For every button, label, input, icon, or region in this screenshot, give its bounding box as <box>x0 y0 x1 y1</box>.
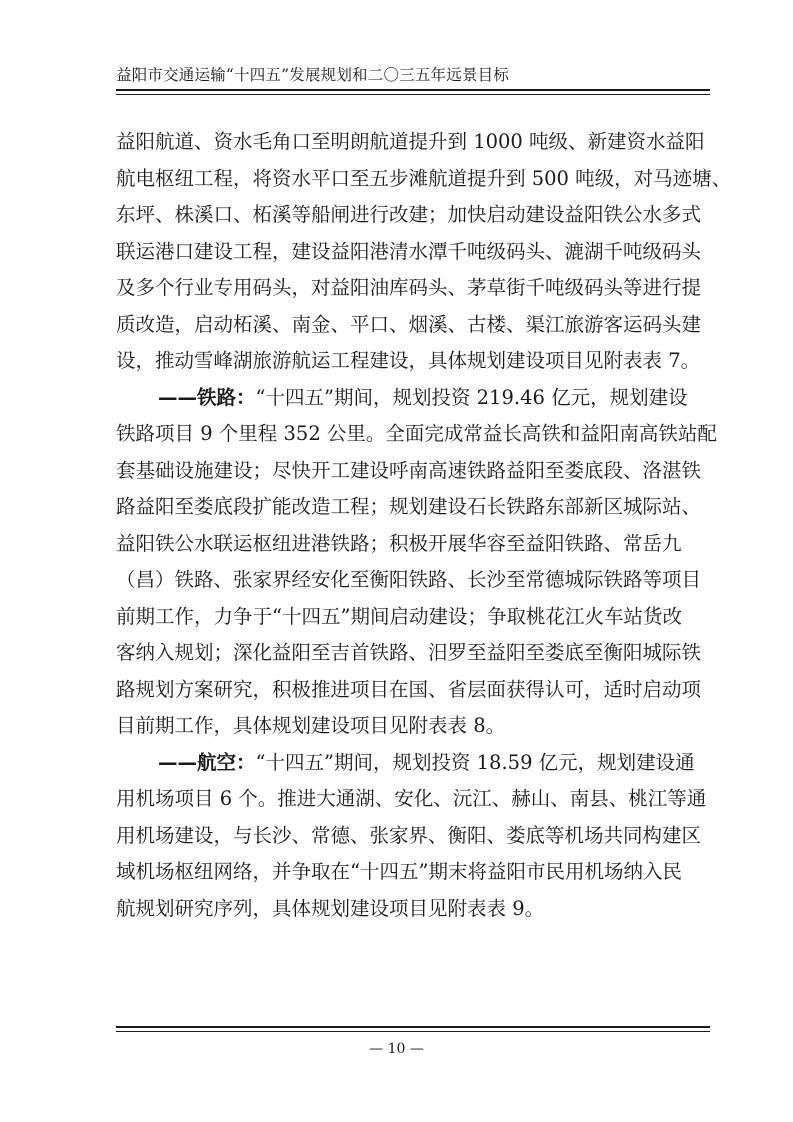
aviation-line: 域机场枢纽网络，并争取在“十四五”期末将益阳市民用机场纳入民 <box>116 860 682 883</box>
aviation-line: 用机场项目 6 个。推进大通湖、安化、沅江、赫山、南县、桃江等通 <box>116 787 707 810</box>
body-line: 联运港口建设工程，建设益阳港清水潭千吨级码头、漉湖千吨级码头 <box>116 239 702 263</box>
aviation-paragraph-first-line <box>116 745 716 782</box>
body-line: 设，推动雪峰湖旅游航运工程建设，具体规划建设项目见附表表 7。 <box>116 349 701 372</box>
railway-line: 益阳铁公水联运枢纽进港铁路；积极开展华容至益阳铁路、常岳九 <box>116 531 682 555</box>
railway-line: 铁路项目 9 个里程 352 公里。全面完成常益长高铁和益阳南高铁站配 <box>116 422 717 445</box>
body-line: 质改造，启动柘溪、南金、平口、烟溪、古楼、渠江旅游客运码头建 <box>116 312 702 336</box>
railway-line: 客纳入规划；深化益阳至吉首铁路、汨罗至益阳至娄底至衡阳城际铁 <box>116 641 702 664</box>
aviation-line: 用机场建设，与长沙、常德、张家界、衡阳、娄底等机场共同构建区 <box>116 823 702 847</box>
railway-line: （昌）铁路、张家界经安化至衡阳铁路、长沙至常德城际铁路等项目 <box>116 568 702 591</box>
body-line: 及多个行业专用码头，对益阳油库码头、茅草街千吨级码头等进行提 <box>116 276 702 299</box>
footer-rule-thick <box>116 1026 710 1028</box>
body-line: 航电枢纽工程，将资水平口至五步滩航道提升到 500 吨级，对马迹塘、 <box>116 166 732 190</box>
aviation-line: 航规划研究序列，具体规划建设项目见附表表 9。 <box>116 896 545 920</box>
header-rule-thin <box>116 94 710 95</box>
page-number: — 10 — <box>369 1041 424 1057</box>
railway-line: 路规划方案研究，积极推进项目在国、省层面获得认可，适时启动项 <box>116 677 702 701</box>
page-header <box>116 63 710 87</box>
railway-line: 套基础设施建设；尽快开工建设呼南高速铁路益阳至娄底段、洛湛铁 <box>116 458 702 482</box>
body-line: 益阳航道、资水毛角口至明朗航道提升到 1000 吨级、新建资水益阳 <box>116 130 705 153</box>
railway-first-line-text: “十四五”期间，规划投资 219.46 亿元，规划建设 <box>255 385 688 409</box>
railway-lead: ——铁路： <box>158 385 256 409</box>
body-line: 东坪、株溪口、柘溪等船闸进行改建；加快启动建设益阳铁公水多式 <box>116 203 702 226</box>
body-text <box>116 124 732 927</box>
header-rule-thick <box>116 89 710 91</box>
header-title: 益阳市交通运输“十四五”发展规划和二〇三五年远景目标 <box>116 66 510 84</box>
aviation-lead: ——航空： <box>158 750 256 774</box>
railway-paragraph-first-line <box>116 380 716 417</box>
railway-line: 路益阳至娄底段扩能改造工程；规划建设石长铁路东部新区城际站、 <box>116 495 702 518</box>
railway-line: 前期工作，力争于“十四五”期间启动建设；争取桃花江火车站货改 <box>116 604 682 628</box>
footer-rule-thin <box>116 1031 710 1032</box>
railway-line: 目前期工作，具体规划建设项目见附表表 8。 <box>116 714 506 737</box>
aviation-first-line-text: “十四五”期间，规划投资 18.59 亿元，规划建设通 <box>255 750 695 774</box>
